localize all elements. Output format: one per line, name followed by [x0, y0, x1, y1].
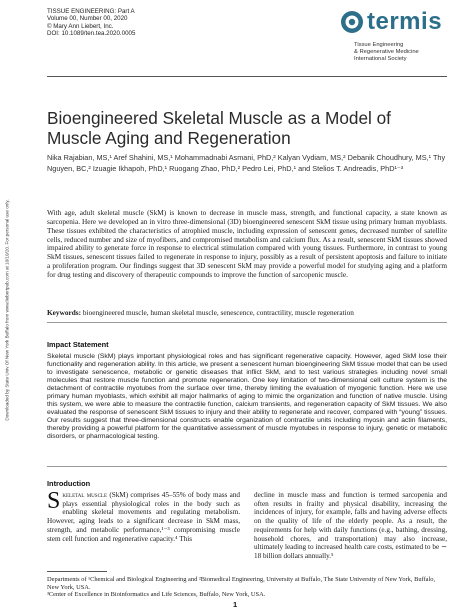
keywords-text: bioengineered muscle, human skeletal muscle, senescence, contractility, muscle regeneration [82, 308, 354, 317]
keywords-label: Keywords: [47, 308, 82, 317]
article-title: Bioengineered Skeletal Muscle as a Model of Muscle Aging and Regeneration [47, 108, 391, 148]
society-name [354, 42, 460, 64]
drop-cap: S [47, 488, 61, 514]
footnote-divider [47, 571, 107, 572]
termis-logo-text: termis [367, 8, 443, 35]
download-side-note [2, 160, 12, 460]
impact-heading: Impact Statement [47, 340, 109, 349]
abstract: With age, adult skeletal muscle (SkM) is known to decrease in muscle mass, strength, and functional capacity, a state known as sarcopenia. Here we developed an in vitro three-dimensional (3D) bioengineered senescent SkM tissue using primary human myoblasts. These tissues exhibited the characteristics of atrophied muscle, including expression of senescent genes, decreased number of satellite cells, reduced number and size of myofibers, and compromised metabolism and calcium flux. As a result, senescent SkM tissues showed impaired ability to generate force in response to electrical stimulation compared with young tissues. Furthermore, in contrast to young SkM tissues, senescent tissues failed to regenerate in response to injury, possibly as a result of persistent apoptosis and failure to initiate a proliferation program. Our findings suggest that 3D senescent SkM may provide a powerful model for studying aging and a platform for drug testing and discovery of therapeutic compounds to improve the function of sarcopenic muscle. [47, 208, 447, 279]
footnote-affiliation-1: Departments of ¹Chemical and Biological Engineering and ²Biomedical Engineering, University at Buffalo, The State University of New York, Buffalo, New York, USA. [47, 576, 436, 591]
termis-logo-icon [340, 10, 364, 34]
journal-volume: Volume 00, Number 00, 2020 [47, 15, 128, 23]
keywords [47, 308, 447, 317]
society-line-2: & Regenerative Medicine [354, 49, 419, 56]
impact-statement: Skeletal muscle (SkM) plays important physiological roles and has significant regenerative capacity. However, aged SkM lose their functionality and regeneration ability. In this article, we present a senescent human bioengineering SkM tissue model that can be used to investigate senescence, metabolic or genetic diseases that inflict SkM, and to test various strategies including novel small molecules that restore muscle function and promote regeneration. One key limitation of two-dimensional cell culture system is the detachment of contractile myotubes from the surface over time, thereby limiting the evaluation of myogenic function. Here we use primary human myoblasts, which exhibit all major hallmarks of aging to mimic the organization and function of native muscle. Using this system, we were able to measure the contractile function, calcium transients, and regeneration capacity of SkM tissues. We also evaluated the response of senescent SkM tissues to injury and their ability to regenerate and recover, compared with “young” tissues. Our results suggest that three-dimensional constructs enable organization of contractile units including myosin and actin filaments, thereby providing a powerful platform for the quantitative assessment of muscle myotubes in response to injury, genetic or metabolic disorders, or pharmacological testing. [47, 353, 447, 441]
download-side-note-text: Downloaded by State Univ Of New York Buffalo from www.liebertpub.com at 10/10/20. For personal use only. [4, 199, 10, 421]
intro-left-text: (SkM) comprises 45–55% of body mass and plays essential physiological roles in the body such as enabling skeletal movements and regulating metabolism. However, aging leads to a significant decrease in SkM mass, strength, and metabolic performance,¹⁻³ compromising muscle stem cell function and regenerative capacity.⁴ This [47, 491, 241, 543]
keywords-divider [47, 322, 447, 323]
journal-info [47, 8, 135, 38]
society-line-3: International Society [354, 56, 407, 63]
author-list: Nika Rajabian, MS,¹ Aref Shahini, MS,¹ Mohammadnabi Asmani, PhD,² Kalyan Vydiam, MS,² Debanik Choudhury, MS,¹ Thy Nguyen, BC,² Izuagie Ikhapoh, PhD,¹ Ruogang Zhao, PhD,² Pedro Lei, PhD,¹ and Stelios T. Andreadis, PhD¹⁻³ [47, 153, 446, 173]
society-line-1: Tissue Engineering [354, 42, 404, 48]
footnotes [47, 576, 447, 599]
journal-copyright: © Mary Ann Liebert, Inc. [47, 22, 114, 30]
termis-logo [340, 10, 460, 64]
intro-smallcaps: keletal muscle [62, 491, 108, 499]
intro-column-left [47, 488, 241, 543]
journal-doi: DOI: 10.1089/ten.tea.2020.0005 [47, 30, 136, 38]
intro-column-right: decline in muscle mass and function is termed sarcopenia and often results in frailty and physical disability, increasing the incidences of injury, for example, falls and having adverse effects on the quality of life of the elderly people. As a result, the requirements for help with daily functions (e.g., bathing, dressing, household chores, and transportation) may also increase, ultimately leading to increased health care costs, estimated to be ∼ 18 billion dollars annually.⁵ [254, 491, 447, 560]
header-divider [47, 76, 447, 77]
footnote-affiliation-2: ³Center of Excellence in Bioinformatics and Life Sciences, Buffalo, New York, USA. [47, 591, 266, 599]
impact-divider [47, 466, 447, 467]
journal-name: TISSUE ENGINEERING: Part A [47, 8, 135, 15]
intro-heading: Introduction [47, 479, 91, 488]
page-number: 1 [233, 600, 238, 609]
